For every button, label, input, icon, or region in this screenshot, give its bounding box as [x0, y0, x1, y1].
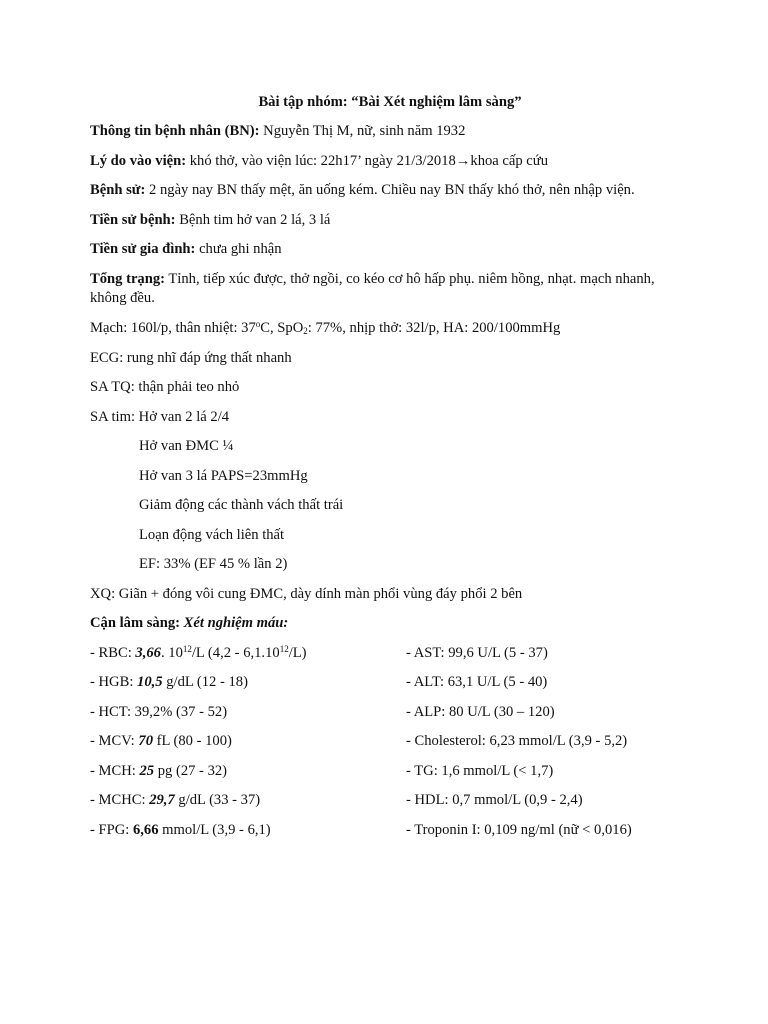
lab-result-unit: . 10 [160, 644, 183, 661]
illness-history [90, 181, 690, 199]
admission-reason [90, 152, 690, 170]
lab-result-prefix: - MCV: [90, 733, 139, 749]
lab-row [90, 732, 690, 750]
lab-result-troponin: - Troponin I: 0,109 ng/ml (nữ < 0,016) [406, 821, 632, 838]
admission-reason-value: khó thở, vào viện lúc: 22h17’ ngày 21/3/2018 [186, 152, 456, 169]
vital-signs-part2: C, SpO [260, 320, 304, 336]
lab-section-heading [90, 614, 690, 632]
degree-superscript: o [255, 319, 261, 329]
document-page [90, 93, 690, 850]
lab-result-value: 70 [138, 733, 153, 749]
admission-reason-dept: khoa cấp cứu [470, 152, 548, 169]
lab-result-prefix: - FPG: [90, 821, 133, 838]
general-condition-label: Tổng trạng: [90, 270, 165, 287]
lab-result-hgb [90, 673, 406, 691]
lab-row [90, 791, 690, 809]
vital-signs-part3: : 77%, nhịp thở: 32l/p, HA: 200/100mmHg [307, 320, 561, 336]
lab-result-prefix: - MCHC: [90, 792, 150, 808]
lab-section-sublabel: Xét nghiệm máu: [183, 615, 289, 631]
lab-result-value: 25 [139, 762, 155, 779]
lab-row [90, 644, 690, 662]
lab-result-fpg [90, 821, 406, 839]
lab-result-mchc [90, 791, 406, 809]
lab-result-prefix: - MCH: [90, 762, 140, 779]
lab-section-label: Cận lâm sàng: [90, 615, 181, 631]
lab-result-range: /L (4,2 - 6,1.10 [191, 644, 280, 661]
lab-row [90, 703, 690, 721]
lab-result-tg: - TG: 1,6 mmol/L (< 1,7) [406, 762, 554, 779]
spo2-subscript: 2 [303, 326, 308, 336]
document-title: Bài tập nhóm: “Bài Xét nghiệm lâm sàng” [258, 94, 522, 110]
cardiac-ultrasound-result: SA tim: Hở van 2 lá 2/4 [90, 408, 230, 425]
patient-info-label: Thông tin bệnh nhân (BN): [90, 123, 260, 139]
lab-result-value: 3,66 [135, 644, 161, 661]
lab-row [90, 762, 690, 780]
exponent-superscript: 12 [182, 643, 192, 654]
past-medical-history [90, 211, 690, 229]
lab-result-mcv [90, 732, 406, 750]
illness-history-value: 2 ngày nay BN thấy mệt, ăn uống kém. Chiều nay BN thấy khó thở, nên nhập viện. [145, 182, 635, 198]
lab-result-alt: - ALT: 63,1 U/L (5 - 40) [406, 674, 548, 690]
lab-result-range: pg (27 - 32) [154, 762, 228, 779]
lab-result-hct: - HCT: 39,2% (37 - 52) [90, 703, 228, 720]
cardiac-ultrasound-item: Giảm động các thành vách thất trái [139, 497, 344, 513]
lab-result-prefix: - RBC: [90, 644, 136, 661]
lab-result-range: g/dL (12 - 18) [162, 674, 248, 690]
arrow-right-icon: → [455, 152, 471, 169]
lab-result-value: 6,66 [132, 821, 159, 838]
cardiac-ultrasound-item: EF: 33% (EF 45 % lần 2) [139, 556, 288, 572]
kidney-ultrasound-result: SA TQ: thận phải teo nhỏ [90, 379, 240, 395]
lab-row [90, 673, 690, 691]
ecg-result: ECG: rung nhĩ đáp ứng thất nhanh [90, 349, 292, 366]
patient-info [90, 122, 690, 140]
past-medical-history-label: Tiền sử bệnh: [90, 211, 176, 228]
cardiac-ultrasound-item: Hở van ĐMC ¼ [139, 438, 234, 454]
lab-result-value: 29,7 [149, 792, 175, 808]
lab-result-ast: - AST: 99,6 U/L (5 - 37) [406, 644, 548, 661]
lab-row [90, 821, 690, 839]
general-condition-value: Tỉnh, tiếp xúc được, thở ngồi, co kéo cơ hô hấp phụ. niêm hồng, nhạt. mạch nhanh, không đều. [90, 270, 655, 306]
lab-result-range: mmol/L (3,9 - 6,1) [158, 821, 271, 838]
lab-result-value: 10,5 [137, 674, 163, 690]
lab-result-rbc [90, 644, 406, 662]
lab-result-range: g/dL (33 - 37) [174, 792, 261, 808]
cardiac-ultrasound-item: Loạn động vách liên thất [139, 526, 285, 543]
cardiac-ultrasound-item: Hở van 3 lá PAPS=23mmHg [139, 467, 308, 484]
lab-result-alp: - ALP: 80 U/L (30 – 120) [406, 703, 555, 720]
vital-signs [90, 319, 690, 337]
family-history-value: chưa ghi nhận [195, 241, 282, 257]
lab-result-prefix: - HGB: [90, 674, 138, 690]
lab-result-mch [90, 762, 406, 780]
family-history-label: Tiền sử gia đình: [90, 241, 196, 257]
patient-info-value: Nguyễn Thị M, nữ, sinh năm 1932 [259, 123, 466, 139]
past-medical-history-value: Bệnh tim hở van 2 lá, 3 lá [175, 211, 331, 228]
lab-result-range: fL (80 - 100) [152, 733, 232, 749]
admission-reason-label: Lý do vào viện: [90, 152, 187, 169]
exponent-superscript: 12 [279, 643, 289, 654]
general-condition [90, 270, 690, 308]
family-history [90, 240, 690, 258]
lab-result-hdl: - HDL: 0,7 mmol/L (0,9 - 2,4) [406, 792, 583, 808]
lab-result-cholesterol: - Cholesterol: 6,23 mmol/L (3,9 - 5,2) [406, 733, 628, 749]
vital-signs-part1: Mạch: 160l/p, thân nhiệt: 37 [90, 320, 256, 336]
illness-history-label: Bệnh sử: [90, 182, 146, 198]
xray-result: XQ: Giãn + đóng vôi cung ĐMC, dày dính màn phổi vùng đáy phổi 2 bên [90, 585, 523, 602]
lab-result-unit: /L) [288, 644, 307, 661]
